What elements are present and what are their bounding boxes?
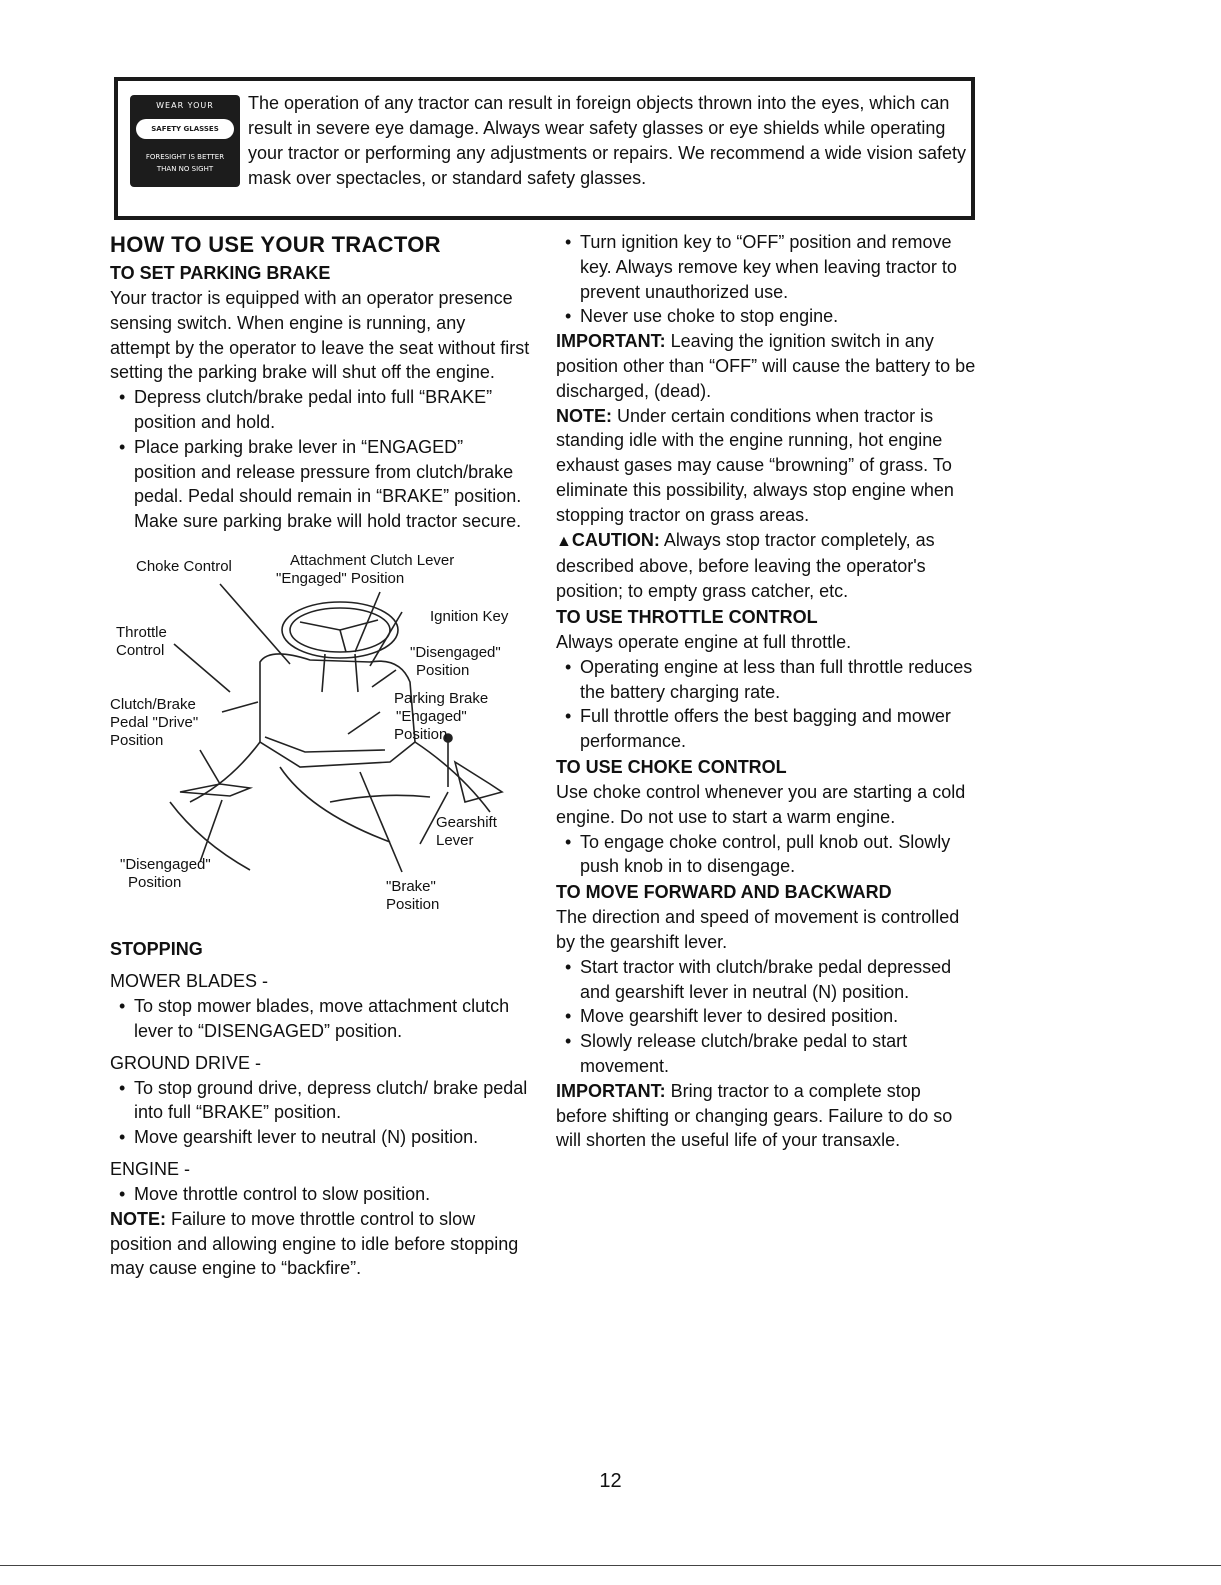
label-parking-1: Parking Brake	[394, 689, 489, 707]
note-text: Under certain conditions when tractor is standing idle with the engine running, hot engine exhaust gases may cause “browning” of grass. To eliminate this possibility, always stop engine when stopping tractor on grass areas.	[556, 405, 954, 525]
list-item: • To engage choke control, pull knob out. Slowly push knob in to disengage.	[556, 830, 976, 880]
label-attachment-1: Attachment Clutch Lever	[290, 551, 455, 569]
label-parking-2: "Engaged"	[396, 707, 467, 725]
list-item: • Never use choke to stop engine.	[556, 304, 976, 329]
label-gearshift-1: Gearshift	[436, 813, 497, 831]
stopping-heading: STOPPING	[110, 938, 203, 959]
label-brake-1: "Brake"	[386, 877, 436, 895]
icon-text-line: THAN NO SIGHT	[156, 165, 214, 173]
throttle-intro: Always operate engine at full throttle.	[556, 631, 852, 652]
choke-heading: TO USE CHOKE CONTROL	[556, 756, 787, 777]
important-label: IMPORTANT:	[556, 331, 666, 352]
list-item: • Move throttle control to slow position.	[110, 1182, 530, 1207]
choke-intro: Use choke control whenever you are starting a cold engine. Do not use to start a warm engine.	[556, 781, 966, 827]
controls-diagram	[110, 552, 530, 930]
note-text: Failure to move throttle control to slow position and allowing engine to idle before stopping may cause engine to “backfire”.	[110, 1208, 519, 1279]
caution-paragraph	[556, 528, 976, 604]
parking-brake-heading: TO SET PARKING BRAKE	[110, 263, 331, 283]
list-item: • To stop ground drive, depress clutch/ brake pedal into full “BRAKE” position.	[110, 1076, 530, 1126]
move-heading: TO MOVE FORWARD AND BACKWARD	[556, 882, 892, 903]
caution-icon: ▲	[556, 532, 572, 550]
throttle-heading: TO USE THROTTLE CONTROL	[556, 606, 818, 627]
list-item: • Slowly release clutch/brake pedal to start movement.	[556, 1029, 976, 1079]
note-label: NOTE:	[110, 1208, 166, 1229]
label-disengaged-right-2: Position	[416, 661, 470, 679]
important-text: Leaving the ignition switch in any position other than “OFF” will cause the battery to be discharged, (dead).	[556, 331, 976, 401]
list-item: • Move gearshift lever to neutral (N) position.	[110, 1125, 530, 1150]
note-paragraph	[110, 1207, 530, 1281]
important-paragraph	[556, 329, 976, 403]
safety-warning-box	[114, 77, 975, 220]
note-paragraph	[556, 404, 976, 528]
page-number: 12	[599, 1470, 622, 1492]
label-gearshift-2: Lever	[436, 831, 474, 849]
list-item: • Turn ignition key to “OFF” position and remove key. Always remove key when leaving tractor to prevent unauthorized use.	[556, 230, 976, 304]
label-clutch-2: Pedal "Drive"	[110, 713, 199, 731]
important-label: IMPORTANT:	[556, 1080, 666, 1101]
important-text: Bring tractor to a complete stop before shifting or changing gears. Failure to do so will shorten the useful life of your transaxle.	[556, 1080, 953, 1151]
label-clutch-3: Position	[110, 731, 164, 749]
important-paragraph	[556, 1079, 976, 1153]
list-item: • Operating engine at less than full throttle reduces the battery charging rate.	[556, 655, 976, 705]
label-clutch-1: Clutch/Brake	[110, 695, 196, 713]
list-item: • Move gearshift lever to desired position.	[556, 1004, 976, 1029]
parking-brake-intro: Your tractor is equipped with an operator presence sensing switch. When engine is running, any attempt by the operator to leave the seat without first setting the parking brake will shut off the engine.	[110, 288, 530, 383]
label-choke: Choke Control	[136, 557, 232, 575]
warning-text: The operation of any tractor can result in foreign objects thrown into the eyes, which can result in severe eye damage. Always wear safety glasses or eye shields while operating your tractor or performing any adjustments or repairs. We recommend a wide vision safety mask over spectacles, or standard safety glasses.	[248, 93, 966, 188]
caution-label: CAUTION:	[571, 529, 660, 550]
engine-heading: ENGINE -	[110, 1158, 191, 1179]
label-brake-2: Position	[386, 895, 440, 913]
list-item: • Depress clutch/brake pedal into full “BRAKE” position and hold.	[110, 385, 530, 435]
icon-text	[130, 151, 240, 175]
label-attachment-2: "Engaged" Position	[276, 569, 405, 587]
icon-text-line: FORESIGHT IS BETTER	[145, 153, 225, 161]
mower-blades-heading: MOWER BLADES -	[110, 970, 269, 991]
label-disengaged-right-1: "Disengaged"	[410, 643, 501, 661]
label-disengaged-left-2: Position	[128, 873, 182, 891]
label-throttle-1: Throttle	[116, 623, 167, 641]
caution-text: Always stop tractor completely, as described above, before leaving the operator's position; to empty grass catcher, etc.	[556, 529, 935, 602]
icon-text: WEAR YOUR	[156, 101, 214, 110]
icon-text: SAFETY GLASSES	[136, 119, 234, 139]
page-title: HOW TO USE YOUR TRACTOR	[110, 232, 441, 257]
left-column	[110, 230, 530, 1281]
list-item: • To stop mower blades, move attachment clutch lever to “DISENGAGED” position.	[110, 994, 530, 1044]
label-ignition: Ignition Key	[430, 607, 509, 625]
ground-drive-heading: GROUND DRIVE -	[110, 1052, 262, 1073]
note-label: NOTE:	[556, 405, 612, 426]
right-column	[556, 230, 976, 1153]
list-item: • Place parking brake lever in “ENGAGED” position and release pressure from clutch/brake pedal. Pedal should remain in “BRAKE” position. Make sure parking brake will hold tractor secure.	[110, 435, 530, 534]
footer-divider	[0, 1565, 1221, 1566]
label-throttle-2: Control	[116, 641, 165, 659]
list-item: • Full throttle offers the best bagging and mower performance.	[556, 704, 976, 754]
label-parking-3: Position	[394, 725, 448, 743]
safety-glasses-icon	[130, 95, 240, 187]
label-disengaged-left-1: "Disengaged"	[120, 855, 211, 873]
list-item: • Start tractor with clutch/brake pedal depressed and gearshift lever in neutral (N) position.	[556, 955, 976, 1005]
move-intro: The direction and speed of movement is controlled by the gearshift lever.	[556, 907, 960, 952]
